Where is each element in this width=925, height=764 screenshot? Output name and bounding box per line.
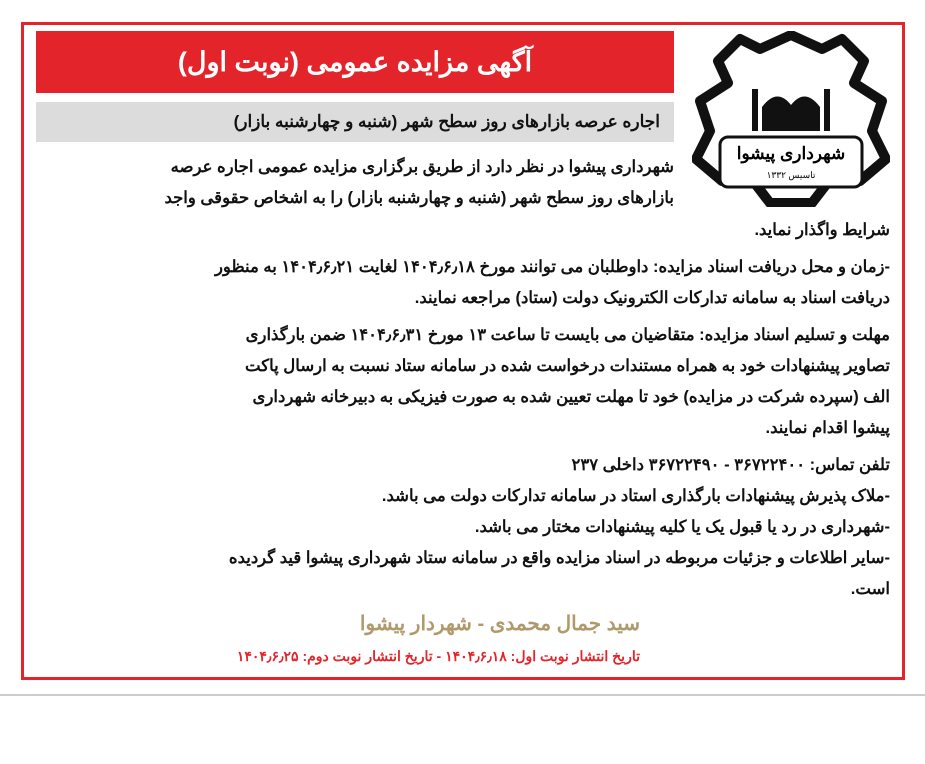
ad-subtitle: اجاره عرصه بازارهای روز سطح شهر (شنبه و چهارشنبه بازار) <box>36 102 674 142</box>
body-line: -سایر اطلاعات و جزئیات مربوطه در اسناد مزایده واقع در سامانه ستاد شهرداری پیشوا قید گردیده <box>228 549 890 567</box>
intro-line: شهرداری پیشوا در نظر دارد از طریق برگزاری مزایده عمومی اجاره عرصه <box>170 158 674 176</box>
body-line: الف (سپرده شرکت در مزایده) خود تا مهلت تعیین شده به صورت فیزیکی به دبیرخانه شهرداری <box>252 388 890 406</box>
signature: سید جمال محمدی - شهردار پیشوا <box>359 613 640 635</box>
logo-name: شهرداری پیشوا <box>736 144 846 163</box>
ad-frame <box>21 22 905 680</box>
ad-title <box>36 31 674 93</box>
body-line: -ملاک پذیرش پیشنهادات بارگذاری استاد در سامانه تدارکات دولت می باشد. <box>381 487 890 505</box>
divider <box>0 694 925 696</box>
municipality-logo <box>692 31 890 211</box>
phone-line: تلفن تماس: ۳۶۷۲۲۴۰۰ - ۳۶۷۲۲۴۹۰ داخلی ۲۳۷ <box>571 456 890 474</box>
logo-established: تاسیس ۱۳۳۲ <box>766 170 816 180</box>
intro-line: بازارهای روز سطح شهر (شنبه و چهارشنبه بازار) را به اشخاص حقوقی واجد <box>164 189 674 207</box>
intro-line: شرایط واگذار نماید. <box>754 221 890 239</box>
body-line: -شهرداری در رد یا قبول یک یا کلیه پیشنهادات مختار می باشد. <box>474 518 890 536</box>
body-line: -زمان و محل دریافت اسناد مزایده: داوطلبان می توانند مورخ ۱۴۰۴٫۶٫۱۸ لغایت ۱۴۰۴٫۶٫۲۱ به منظور <box>214 258 890 276</box>
body-line: تصاویر پیشنهادات خود به همراه مستندات درخواست شده در سامانه ستاد نسبت به ارسال پاکت <box>245 357 890 375</box>
body-line: پیشوا اقدام نمایند. <box>765 419 890 437</box>
ad-title-text: آگهی مزایده عمومی (نوبت اول) <box>177 47 533 77</box>
body-line: دریافت اسناد به سامانه تدارکات الکترونیک دولت (ستاد) مراجعه نمایند. <box>414 289 890 307</box>
publication-dates: تاریخ انتشار نوبت اول: ۱۴۰۴٫۶٫۱۸ - تاریخ انتشار نوبت دوم: ۱۴۰۴٫۶٫۲۵ <box>236 648 640 664</box>
body-line: مهلت و تسلیم اسناد مزایده: متقاضیان می بایست تا ساعت ۱۳ مورخ ۱۴۰۴٫۶٫۳۱ ضمن بارگذاری <box>245 326 890 344</box>
body-line: است. <box>850 580 890 598</box>
